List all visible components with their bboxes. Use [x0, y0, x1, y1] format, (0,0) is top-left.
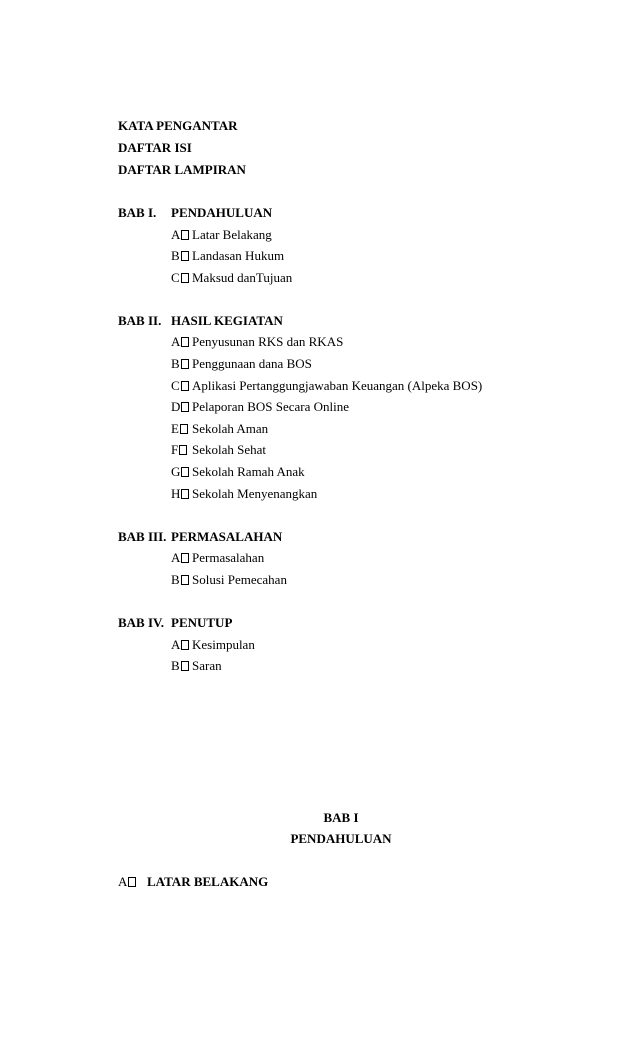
chapter-heading-title: PENDAHULUAN — [290, 831, 392, 846]
chapter-number: BAB III. — [118, 529, 167, 544]
item-text: Landasan Hukum — [192, 248, 285, 263]
toc-item — [171, 248, 284, 264]
toc-item — [171, 464, 305, 480]
missing-glyph-icon — [181, 661, 189, 671]
missing-glyph-icon — [181, 553, 189, 563]
section-letter: A — [118, 874, 128, 889]
chapter-title: PERMASALAHAN — [171, 529, 283, 544]
item-text: Sekolah Ramah Anak — [192, 464, 305, 479]
chapter-number: BAB IV. — [118, 615, 165, 630]
item-text: Penggunaan dana BOS — [192, 356, 312, 371]
item-letter: F — [171, 442, 179, 457]
missing-glyph-icon — [128, 877, 136, 887]
toc-kata-pengantar: KATA PENGANTAR — [118, 118, 238, 133]
chapter-number: BAB I. — [118, 205, 157, 220]
section-title: LATAR BELAKANG — [147, 874, 269, 889]
section-heading — [118, 874, 268, 890]
toc-item — [171, 421, 268, 437]
toc-item — [171, 227, 272, 243]
chapter-title: HASIL KEGIATAN — [171, 313, 283, 328]
toc-item — [171, 486, 317, 502]
item-letter: B — [171, 356, 180, 371]
toc-item — [171, 658, 222, 674]
missing-glyph-icon — [181, 251, 189, 261]
toc-item — [171, 270, 292, 286]
missing-glyph-icon — [181, 381, 189, 391]
item-letter: C — [171, 270, 180, 285]
missing-glyph-icon — [181, 640, 189, 650]
item-text: Sekolah Menyenangkan — [192, 486, 318, 501]
item-text: Aplikasi Pertanggungjawaban Keuangan (Alpeka BOS) — [192, 378, 483, 393]
missing-glyph-icon — [181, 575, 189, 585]
missing-glyph-icon — [180, 424, 188, 434]
item-letter: A — [171, 637, 181, 652]
item-text: Sekolah Sehat — [192, 442, 267, 457]
item-text: Latar Belakang — [192, 227, 272, 242]
item-letter: A — [171, 550, 181, 565]
missing-glyph-icon — [181, 402, 189, 412]
chapter-number: BAB II. — [118, 313, 162, 328]
item-text: Permasalahan — [192, 550, 265, 565]
item-text: Penyusunan RKS dan RKAS — [192, 334, 344, 349]
missing-glyph-icon — [179, 445, 187, 455]
chapter-heading-number: BAB I — [323, 810, 359, 825]
missing-glyph-icon — [181, 230, 189, 240]
item-text: Solusi Pemecahan — [192, 572, 287, 587]
toc-item — [171, 442, 266, 458]
item-text: Sekolah Aman — [192, 421, 269, 436]
item-letter: D — [171, 399, 181, 414]
item-letter: A — [171, 227, 181, 242]
missing-glyph-icon — [181, 489, 189, 499]
item-text: Kesimpulan — [192, 637, 255, 652]
missing-glyph-icon — [181, 273, 189, 283]
toc-daftar-isi: DAFTAR ISI — [118, 140, 192, 155]
item-letter: C — [171, 378, 180, 393]
item-text: Maksud danTujuan — [192, 270, 293, 285]
toc-item — [171, 334, 343, 350]
item-letter: A — [171, 334, 181, 349]
missing-glyph-icon — [181, 467, 189, 477]
item-letter: H — [171, 486, 181, 501]
chapter-title: PENDAHULUAN — [171, 205, 273, 220]
toc-item — [171, 637, 255, 653]
toc-item — [171, 378, 482, 394]
toc-item — [171, 572, 287, 588]
item-letter: B — [171, 248, 180, 263]
item-letter: G — [171, 464, 181, 479]
toc-item — [171, 550, 264, 566]
item-text: Pelaporan BOS Secara Online — [192, 399, 350, 414]
item-text: Saran — [192, 658, 222, 673]
chapter-title: PENUTUP — [171, 615, 233, 630]
missing-glyph-icon — [181, 359, 189, 369]
item-letter: B — [171, 658, 180, 673]
toc-item — [171, 356, 312, 372]
missing-glyph-icon — [181, 337, 189, 347]
item-letter: E — [171, 421, 179, 436]
toc-item — [171, 399, 349, 415]
toc-daftar-lampiran: DAFTAR LAMPIRAN — [118, 162, 246, 177]
item-letter: B — [171, 572, 180, 587]
